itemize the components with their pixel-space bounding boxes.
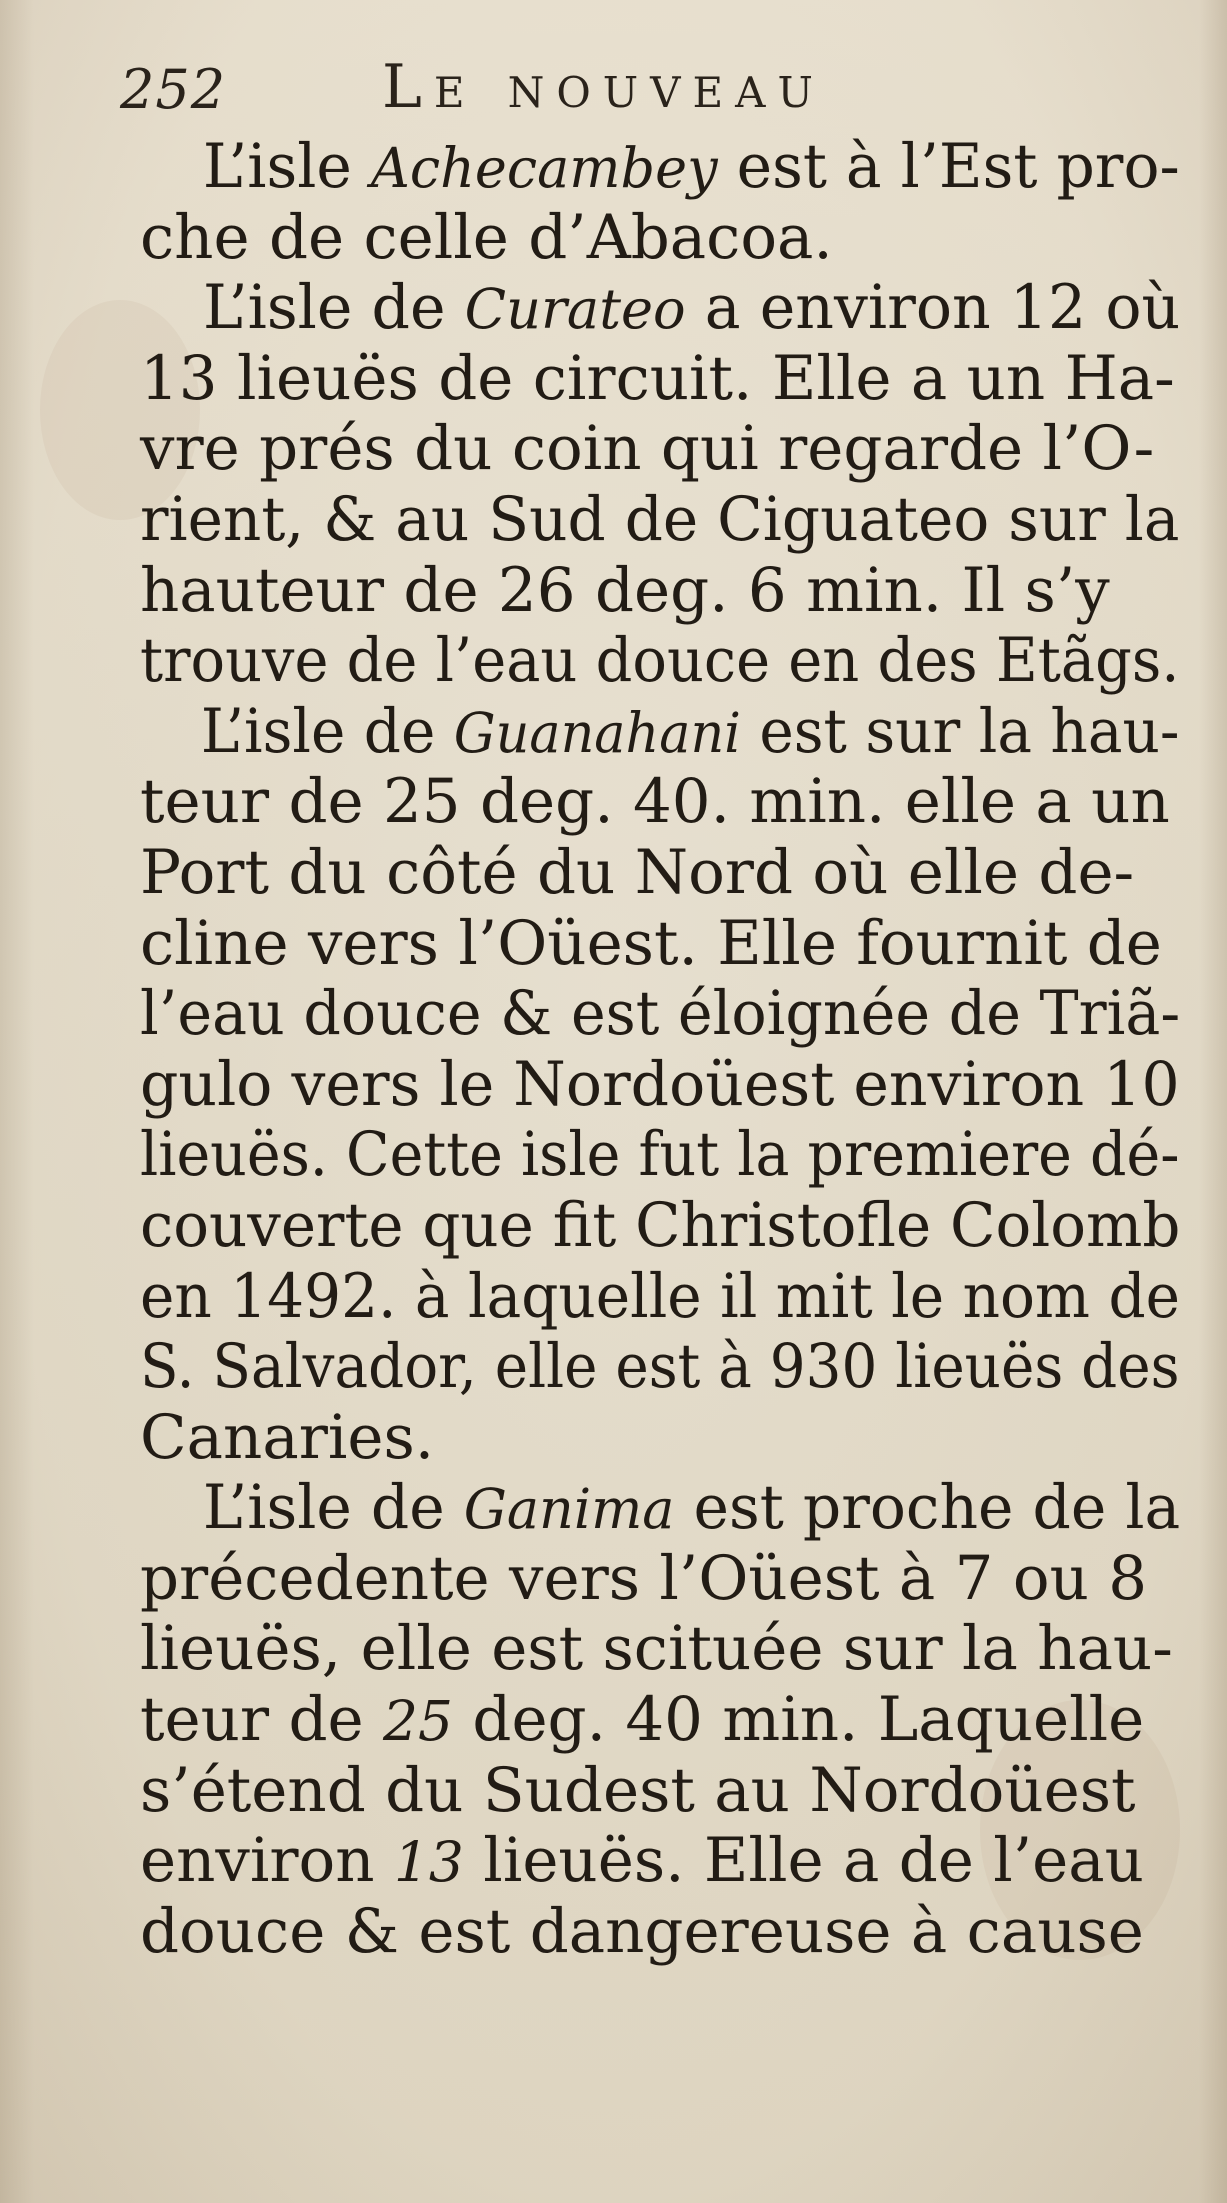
text-run: L’isle de bbox=[202, 1472, 464, 1544]
text-line bbox=[140, 1756, 1180, 1827]
page-gutter-shadow bbox=[0, 0, 34, 2203]
page-header bbox=[120, 52, 1120, 132]
body-text bbox=[140, 132, 1180, 1967]
text-run: lieuës. Elle a de l’eau bbox=[463, 1825, 1144, 1897]
running-head: Le nouveau bbox=[382, 52, 825, 122]
text-run: L’isle de bbox=[200, 695, 454, 767]
text-run: che de celle d’Abacoa. bbox=[140, 201, 833, 273]
text-run: est à l’Est pro- bbox=[717, 131, 1180, 202]
italic-term: Guanahani bbox=[453, 700, 741, 765]
text-line bbox=[140, 203, 1180, 274]
text-run: a environ 12 où bbox=[685, 272, 1181, 344]
text-run: cline vers l’Oüest. Elle fournit de bbox=[140, 907, 1162, 979]
text-run: lieuës. Cette isle fut la premiere dé- bbox=[140, 1119, 1180, 1191]
text-run: L’isle de bbox=[203, 272, 465, 344]
text-line bbox=[140, 1403, 1180, 1474]
text-run: couverte que fit Christofle Colomb bbox=[140, 1189, 1181, 1261]
text-line bbox=[140, 1544, 1180, 1615]
text-line bbox=[140, 838, 1180, 909]
text-run: vre prés du coin qui regarde l’O- bbox=[140, 413, 1155, 485]
text-line bbox=[140, 414, 1180, 485]
text-line bbox=[140, 1119, 1180, 1191]
text-run: hauteur de 26 deg. 6 min. Il s’y bbox=[140, 554, 1110, 626]
page-number: 252 bbox=[120, 58, 227, 121]
page-edge-shadow bbox=[1199, 0, 1227, 2203]
text-line bbox=[140, 1189, 1181, 1262]
text-run: Port du côté du Nord où elle de- bbox=[140, 836, 1135, 908]
text-line bbox=[140, 695, 1180, 768]
text-run: deg. 40 min. Laquelle bbox=[453, 1684, 1145, 1756]
text-line bbox=[140, 1614, 1180, 1685]
text-line bbox=[140, 909, 1180, 980]
text-run: est proche de la bbox=[674, 1472, 1181, 1544]
text-run: gulo vers le Nordoüest environ 10 bbox=[140, 1048, 1180, 1120]
italic-term: Curateo bbox=[464, 277, 686, 342]
text-run: Canaries. bbox=[140, 1401, 435, 1473]
text-line bbox=[140, 1048, 1180, 1121]
text-line bbox=[140, 131, 1180, 203]
text-line bbox=[140, 1260, 1181, 1333]
text-run: teur de 25 deg. 40. min. elle a un bbox=[140, 766, 1170, 838]
text-line bbox=[140, 344, 1180, 415]
text-line bbox=[140, 1897, 1180, 1968]
italic-term: 13 bbox=[393, 1830, 464, 1895]
text-run: est sur la hau- bbox=[740, 695, 1180, 767]
text-line bbox=[140, 1685, 1180, 1756]
text-run: lieuës, elle est scituée sur la hau- bbox=[140, 1613, 1173, 1685]
text-run: 13 lieuës de circuit. Elle a un Ha- bbox=[140, 342, 1175, 414]
italic-term: Achecambey bbox=[370, 136, 718, 200]
text-run: teur de bbox=[140, 1684, 383, 1756]
text-line bbox=[140, 483, 1180, 556]
italic-term: 25 bbox=[383, 1689, 453, 1754]
text-run: S. Salvador, elle est à 930 lieuës des bbox=[140, 1331, 1180, 1403]
text-run: en 1492. à laquelle il mit le nom de bbox=[140, 1260, 1181, 1332]
text-line bbox=[140, 978, 1181, 1050]
text-run: douce & est dangereuse à cause bbox=[140, 1895, 1144, 1967]
text-run: trouve de l’eau douce en des Etãgs. bbox=[140, 625, 1180, 697]
text-run: rient, & au Sud de Ciguateo sur la bbox=[140, 483, 1180, 555]
text-run: L’isle bbox=[202, 131, 371, 202]
text-line bbox=[140, 767, 1180, 838]
text-run: précedente vers l’Oüest à 7 ou 8 bbox=[140, 1542, 1148, 1614]
text-line bbox=[140, 272, 1181, 344]
text-run: l’eau douce & est éloignée de Triã- bbox=[140, 978, 1181, 1050]
text-line bbox=[140, 1826, 1180, 1897]
text-line bbox=[140, 625, 1180, 697]
text-line bbox=[140, 556, 1180, 627]
italic-term: Ganima bbox=[463, 1477, 675, 1542]
text-line bbox=[140, 1331, 1180, 1403]
text-line bbox=[140, 1472, 1181, 1544]
text-run: s’étend du Sudest au Nordoüest bbox=[140, 1754, 1136, 1826]
text-run: environ bbox=[140, 1825, 394, 1897]
